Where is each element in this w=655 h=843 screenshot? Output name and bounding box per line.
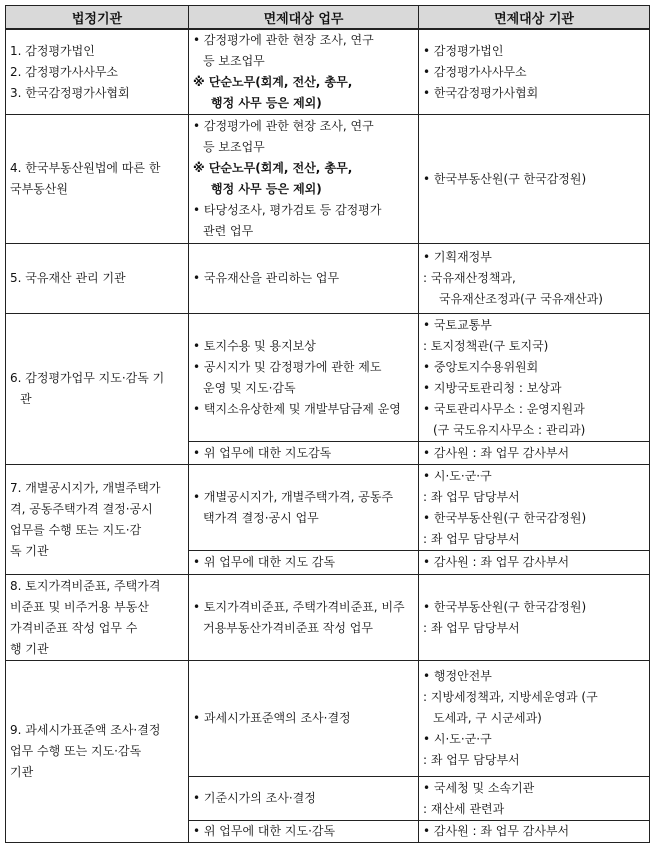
task-line: • 위 업무에 대한 지도·감독	[193, 824, 336, 838]
org-line: 7. 개별공시지가, 개별주택가	[10, 480, 161, 495]
org-line: 4. 한국부동산원법에 따른 한	[10, 161, 161, 175]
org-line: 6. 감정평가업무 지도·감독 기	[10, 371, 165, 385]
task-line: 등 보조업무	[203, 54, 265, 68]
task-cell	[189, 551, 419, 575]
target-line: • 국세청 및 소속기관	[423, 780, 535, 795]
task-cell	[189, 661, 419, 777]
target-item: • 감정평가법인	[423, 43, 504, 58]
target-line: • 감사원 : 좌 업무 감사부서	[423, 824, 570, 838]
task-line: • 토지가격비준표, 주택가격비준표, 비주	[193, 599, 405, 614]
table-row	[6, 465, 650, 551]
target-line: : 좌 업무 담당부서	[423, 489, 520, 504]
note-line: ※ 단순노무(회계, 전산, 총무,	[193, 161, 353, 175]
org-line: 가격비준표 작성 업무 수	[10, 620, 138, 635]
target-line: : 좌 업무 담당부서	[423, 620, 520, 635]
target-line: • 한국부동산원(구 한국감정원)	[423, 510, 587, 525]
task-line: • 위 업무에 대한 지도 감독	[193, 555, 336, 569]
org-cell	[6, 661, 189, 843]
target-line: : 지방세정책과, 지방세운영과 (구	[423, 690, 598, 704]
target-cell	[419, 244, 650, 314]
task-cell	[189, 442, 419, 465]
task-cell	[189, 115, 419, 244]
note-line: ※ 단순노무(회계, 전산, 총무,	[193, 75, 353, 89]
target-line: • 시·도·군·구	[423, 732, 492, 746]
task-cell	[189, 244, 419, 314]
task-cell	[189, 314, 419, 442]
header-legal-institution: 법정기관	[6, 6, 189, 30]
target-line: : 토지정책관(구 토지국)	[423, 338, 549, 353]
org-cell	[6, 314, 189, 465]
org-cell	[6, 575, 189, 661]
org-line: 관	[20, 392, 32, 406]
table-row	[6, 244, 650, 314]
target-line: • 한국부동산원(구 한국감정원)	[423, 599, 587, 614]
target-cell	[419, 821, 650, 843]
note-line: 행정 사무 등은 제외)	[211, 96, 322, 110]
task-cell	[189, 29, 419, 115]
org-line: 독 기관	[10, 543, 49, 558]
org-line: 8. 토지가격비준표, 주택가격	[10, 578, 161, 593]
task-line: • 과세시가표준액의 조사·결정	[193, 711, 351, 725]
task-line: • 개별공시지가, 개별주택가격, 공동주	[193, 489, 394, 504]
task-line: • 감정평가에 관한 현장 조사, 연구	[193, 119, 374, 133]
target-line: • 행정안전부	[423, 669, 492, 683]
task-line: 택가격 결정·공시 업무	[203, 510, 319, 525]
task-line: • 택지소유상한제 및 개발부담금제 운영	[193, 401, 401, 416]
task-line: • 위 업무에 대한 지도감독	[193, 445, 332, 460]
task-cell	[189, 465, 419, 551]
target-line: • 국토교통부	[423, 317, 492, 332]
task-cell	[189, 821, 419, 843]
target-cell	[419, 551, 650, 575]
task-line: • 감정평가에 관한 현장 조사, 연구	[193, 33, 374, 47]
target-line: : 국유재산정책과,	[423, 271, 516, 285]
org-line: 업무를 수행 또는 지도·감	[10, 522, 142, 537]
target-line: • 지방국토관리청 : 보상과	[423, 380, 562, 395]
target-item: • 감정평가사사무소	[423, 64, 527, 79]
header-exempt-institution: 면제대상 기관	[419, 6, 650, 30]
target-line: • 감사원 : 좌 업무 감사부서	[423, 555, 570, 569]
org-cell	[6, 244, 189, 314]
org-line: 9. 과세시가표준액 조사·결정	[10, 723, 161, 737]
target-cell	[419, 465, 650, 551]
task-line: • 타당성조사, 평가검토 등 감정평가	[193, 203, 382, 217]
org-line: 비준표 및 비주거용 부동산	[10, 599, 149, 614]
task-line: 등 보조업무	[203, 140, 265, 154]
target-item: • 한국부동산원(구 한국감정원)	[423, 171, 587, 186]
target-line: • 중앙토지수용위원회	[423, 359, 539, 374]
task-cell	[189, 575, 419, 661]
target-line: 도세과, 구 시군세과)	[433, 711, 542, 725]
org-line: 행 기관	[10, 641, 49, 656]
table-row	[6, 314, 650, 442]
org-item: 1. 감정평가법인	[10, 43, 95, 58]
org-item: 3. 한국감정평가사협회	[10, 85, 130, 100]
task-line: 운영 및 지도·감독	[203, 380, 296, 395]
target-cell	[419, 115, 650, 244]
header-exempt-task: 면제대상 업무	[189, 6, 419, 30]
target-line: • 국토관리사무소 : 운영지원과	[423, 401, 585, 416]
target-line: : 재산세 관련과	[423, 801, 505, 816]
target-line: • 기획재정부	[423, 250, 492, 264]
target-cell	[419, 661, 650, 777]
target-line: • 시·도·군·구	[423, 468, 492, 483]
exemption-table	[5, 5, 650, 843]
org-cell	[6, 115, 189, 244]
header-row	[6, 6, 650, 30]
task-line: • 토지수용 및 용지보상	[193, 338, 316, 353]
task-line: • 기준시가의 조사·결정	[193, 791, 316, 805]
target-line: • 감사원 : 좌 업무 감사부서	[423, 445, 570, 460]
table-row	[6, 575, 650, 661]
org-line: 5. 국유재산 관리 기관	[10, 271, 126, 285]
org-cell	[6, 465, 189, 575]
target-line: : 좌 업무 담당부서	[423, 753, 520, 767]
task-line: 거용부동산가격비준표 작성 업무	[203, 620, 373, 635]
exemption-table-wrapper	[5, 5, 650, 843]
target-cell	[419, 442, 650, 465]
task-line: • 국유재산을 관리하는 업무	[193, 271, 340, 285]
target-cell	[419, 314, 650, 442]
org-line: 기관	[10, 765, 34, 779]
table-row	[6, 661, 650, 777]
org-line: 격, 공동주택가격 결정·공시	[10, 501, 153, 516]
task-cell	[189, 777, 419, 821]
table-row	[6, 115, 650, 244]
org-cell	[6, 29, 189, 115]
target-cell	[419, 777, 650, 821]
target-line: (구 국도유지사무소 : 관리과)	[433, 422, 586, 437]
target-cell	[419, 575, 650, 661]
target-cell	[419, 29, 650, 115]
note-line: 행정 사무 등은 제외)	[211, 182, 322, 196]
org-item: 2. 감정평가사사무소	[10, 64, 119, 79]
target-line: : 좌 업무 담당부서	[423, 531, 520, 546]
target-line: 국유재산조정과(구 국유재산과)	[439, 292, 603, 306]
org-line: 국부동산원	[10, 182, 68, 196]
org-line: 업무 수행 또는 지도·감독	[10, 744, 142, 758]
table-row	[6, 29, 650, 115]
task-line: 관련 업무	[203, 224, 254, 238]
task-line: • 공시지가 및 감정평가에 관한 제도	[193, 359, 382, 374]
target-item: • 한국감정평가사협회	[423, 85, 539, 100]
